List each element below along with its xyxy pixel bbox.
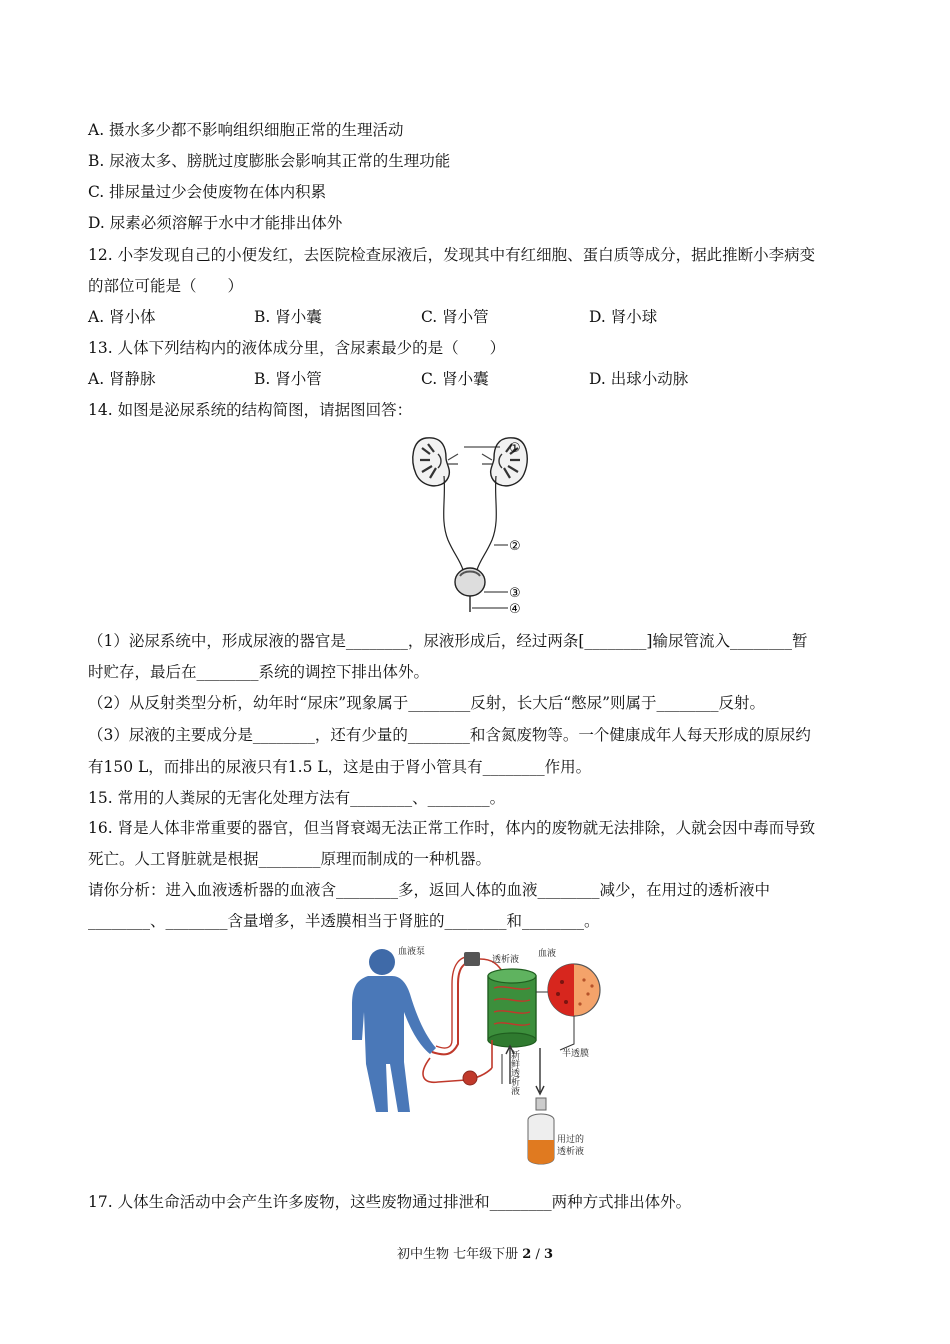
q14-part3-line2: 有150 L，而排出的尿液只有1.5 L，这是由于肾小管具有________作用。 (88, 758, 592, 776)
q16-line1: 16. 肾是人体非常重要的器官，但当肾衰竭无法正常工作时，体内的废物就无法排除，人就会因中毒而导致 (88, 819, 816, 837)
q12-option-a: A. 肾小体 (88, 308, 156, 326)
blood-pump-icon (464, 952, 480, 966)
q11-option-c: C. 排尿量过少会使废物在体内积累 (88, 183, 327, 201)
q13-option-d: D. 出球小动脉 (589, 370, 689, 388)
label-2: ② (509, 539, 521, 554)
label-blood: 血液 (538, 949, 557, 959)
label-fresh-dialysate: 新鲜透析液 (509, 1050, 519, 1095)
footer-separator: / (531, 1247, 544, 1262)
q14-part1-line1: （1）泌尿系统中，形成尿液的器官是________，尿液形成后，经过两条[________]输尿管流入________暂 (88, 632, 808, 650)
footer-page: 2 (522, 1247, 532, 1262)
label-dialysate: 透析液 (492, 955, 520, 965)
q11-option-d: D. 尿素必须溶解于水中才能排出体外 (88, 214, 343, 232)
label-used-1: 用过的 (557, 1135, 585, 1145)
q13-option-a: A. 肾静脉 (88, 370, 156, 388)
q12-stem-line2: 的部位可能是（ ） (88, 277, 244, 295)
q12-option-b: B. 肾小囊 (254, 308, 322, 326)
q16-line4: ________、________含量增多，半透膜相当于肾脏的________和________。 (88, 912, 600, 930)
human-silhouette-icon (352, 949, 436, 1112)
q12-option-d: D. 肾小球 (589, 308, 658, 326)
q11-option-b: B. 尿液太多、膀胱过度膨胀会影响其正常的生理功能 (88, 152, 451, 170)
magnified-membrane-icon (548, 964, 600, 1016)
q12-option-c: C. 肾小管 (421, 308, 489, 326)
q16-line2: 死亡。人工肾脏就是根据________原理而制成的一种机器。 (88, 850, 492, 868)
dialysate-bottle-icon (528, 1098, 554, 1164)
q17-stem: 17. 人体生命活动中会产生许多废物，这些废物通过排泄和________两种方式排出体外。 (88, 1193, 692, 1211)
label-1: ① (509, 441, 521, 456)
label-blood-pump: 血液泵 (398, 947, 426, 957)
q13-option-b: B. 肾小管 (254, 370, 322, 388)
dialyzer-icon (488, 969, 536, 1047)
q11-option-a: A. 摄水多少都不影响组织细胞正常的生理活动 (88, 121, 404, 139)
q16-line3: 请你分析：进入血液透析器的血液含________多，返回人体的血液________减少，在用过的透析液中 (88, 881, 771, 899)
q14-part1-line2: 时贮存，最后在________系统的调控下排出体外。 (88, 663, 430, 681)
dialysis-figure (348, 944, 610, 1170)
label-3: ③ (509, 586, 521, 601)
q12-stem-line1: 12. 小李发现自己的小便发红，去医院检查尿液后，发现其中有红细胞、蛋白质等成分，据此推断小李病变 (88, 246, 816, 264)
footer-subject: 初中生物 七年级下册 (396, 1247, 519, 1262)
q14-stem: 14. 如图是泌尿系统的结构简图，请据图回答： (88, 401, 413, 419)
label-semipermeable-membrane: 半透膜 (562, 1049, 590, 1059)
q15-stem: 15. 常用的人粪尿的无害化处理方法有________、________。 (88, 789, 506, 807)
page-footer (0, 1246, 950, 1264)
q14-part3-line1: （3）尿液的主要成分是________，还有少量的________和含氮废物等。一个健康成年人每天形成的原尿约 (88, 726, 811, 744)
footer-total: 3 (543, 1247, 554, 1262)
q14-part2: （2）从反射类型分析，幼年时“尿床”现象属于________反射，长大后“憋尿”则属于________反射。 (88, 694, 766, 712)
q13-option-c: C. 肾小囊 (421, 370, 489, 388)
q13-stem: 13. 人体下列结构内的液体成分里，含尿素最少的是（ ） (88, 339, 506, 357)
urinary-system-figure (408, 430, 538, 620)
label-used-2: 透析液 (557, 1147, 585, 1157)
label-4: ④ (509, 602, 521, 617)
